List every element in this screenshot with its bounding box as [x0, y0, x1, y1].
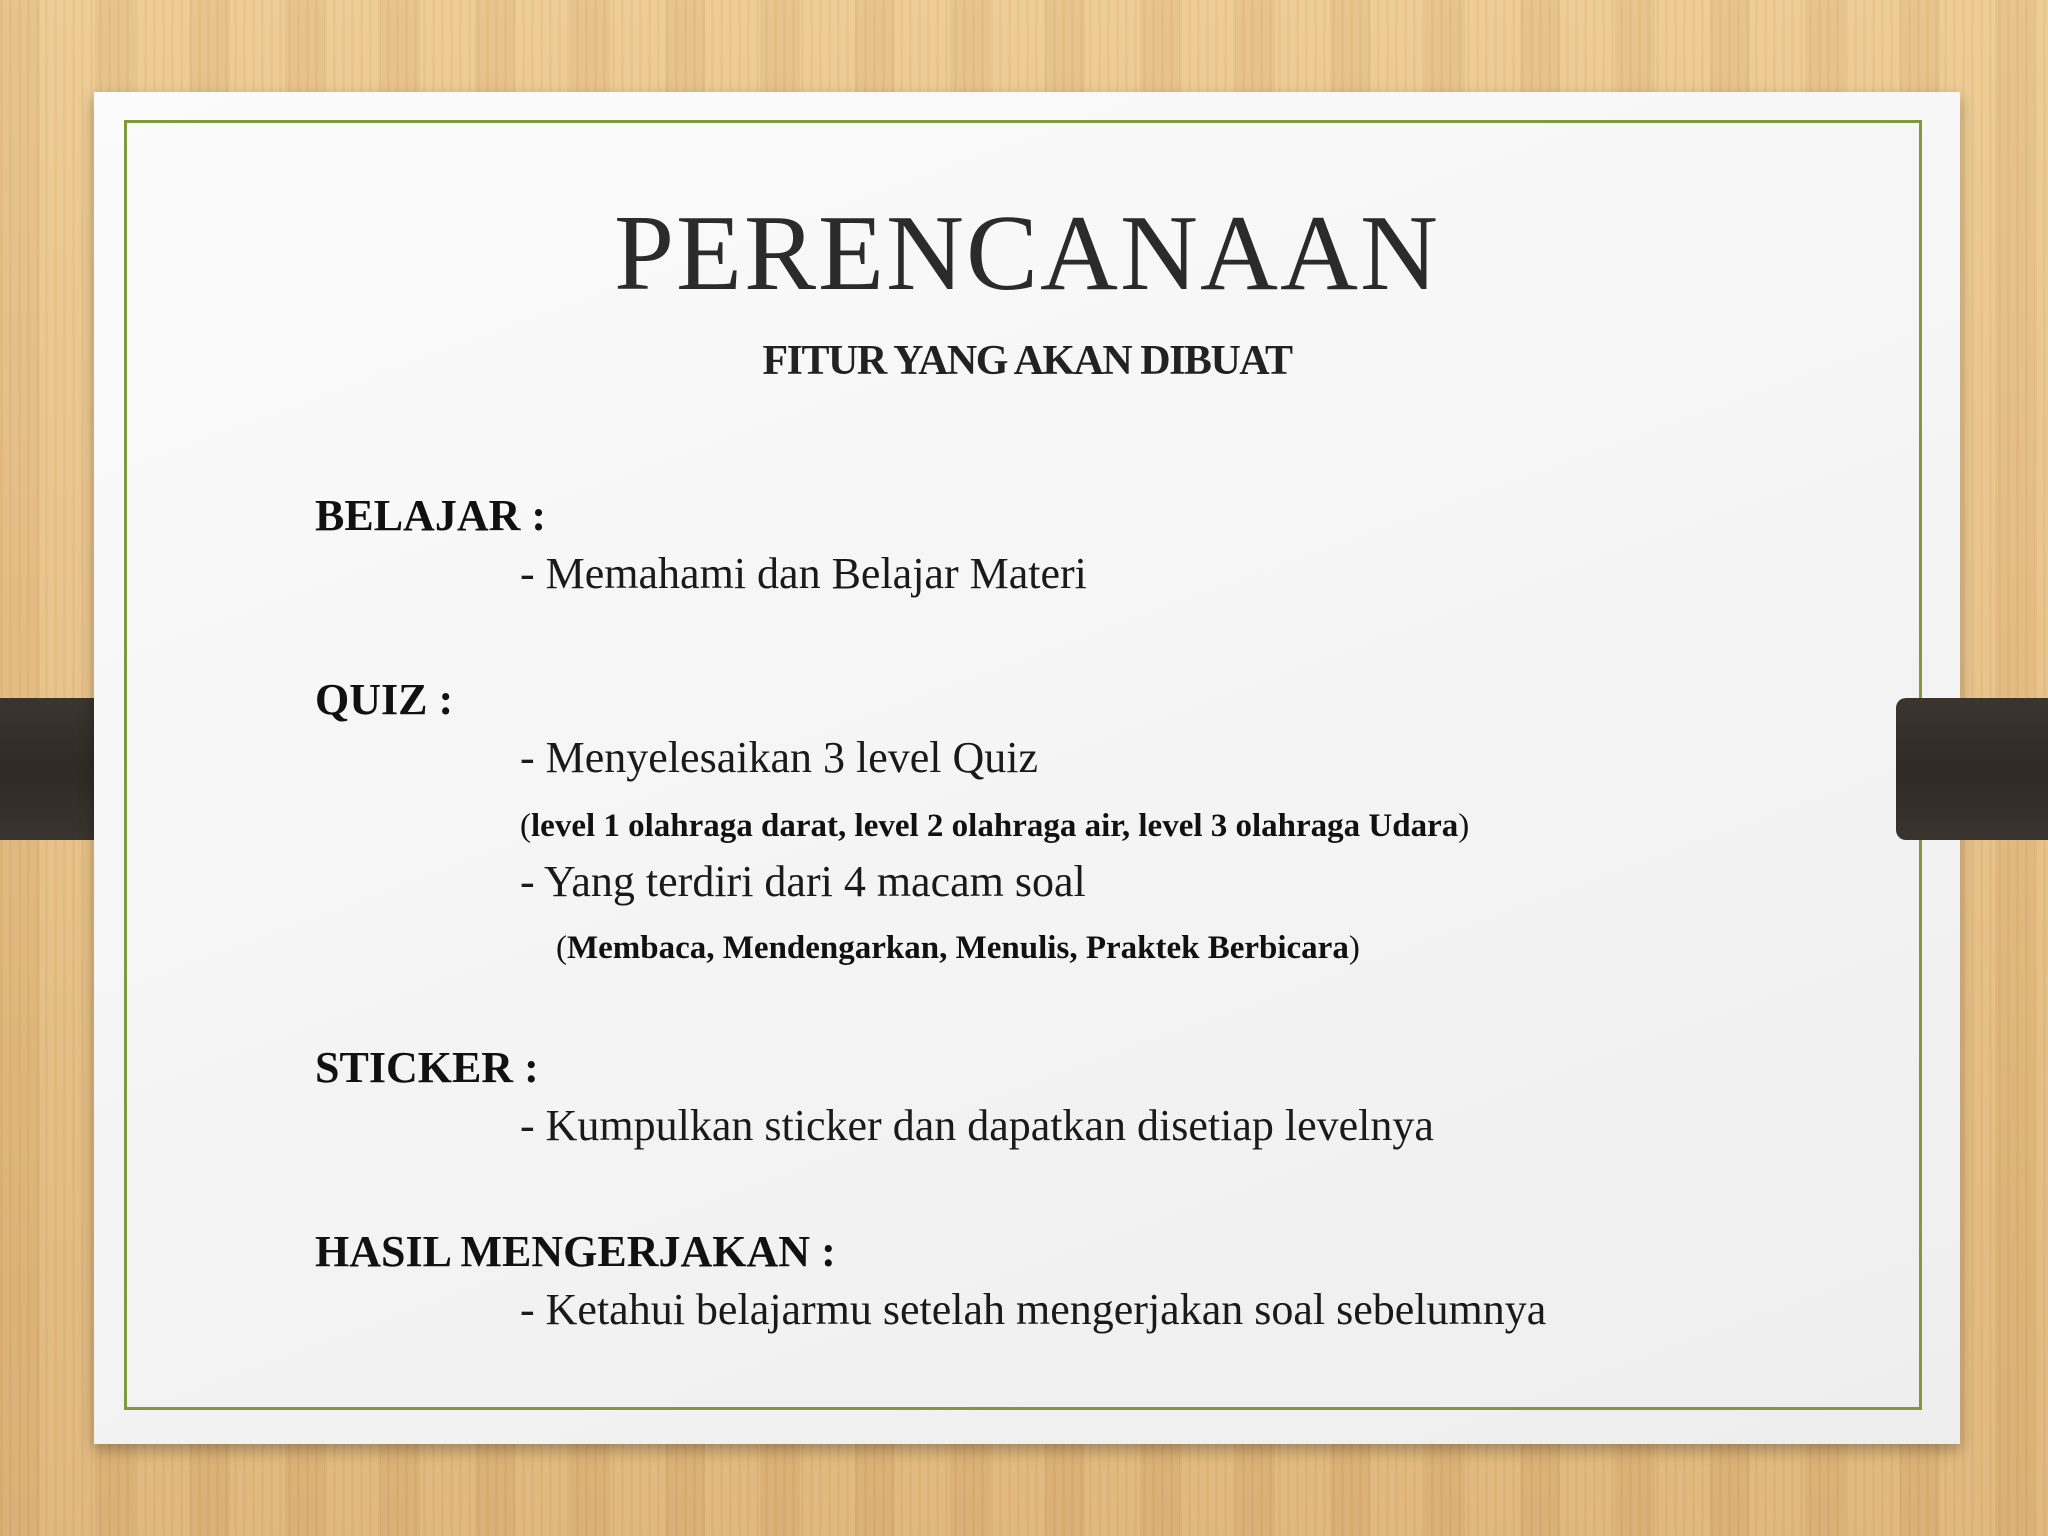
section-note-quiz-types: (Membaca, Mendengarkan, Menulis, Praktek Berbicara): [556, 930, 1360, 966]
section-heading-quiz: QUIZ :: [315, 675, 454, 724]
slide-title: PERENCANAAN: [613, 194, 1441, 313]
section-heading-belajar: BELAJAR :: [315, 491, 547, 540]
section-item-quiz-1: - Menyelesaikan 3 level Quiz: [520, 733, 1039, 782]
section-item-belajar-1: - Memahami dan Belajar Materi: [520, 549, 1087, 598]
section-item-quiz-2: - Yang terdiri dari 4 macam soal: [520, 857, 1086, 906]
section-item-hasil-1: - Ketahui belajarmu setelah mengerjakan soal sebelumnya: [520, 1285, 1547, 1334]
binder-clip-right: [1896, 698, 2048, 840]
section-heading-hasil: HASIL MENGERJAKAN :: [315, 1227, 836, 1276]
quiz-types-text: Membaca, Mendengarkan, Menulis, Praktek Berbicara: [567, 930, 1349, 966]
section-item-sticker-1: - Kumpulkan sticker dan dapatkan disetiap levelnya: [520, 1101, 1434, 1150]
section-note-quiz-levels: (level 1 olahraga darat, level 2 olahraga air, level 3 olahraga Udara): [520, 808, 1470, 844]
section-heading-sticker: STICKER :: [315, 1043, 539, 1092]
slide-subtitle: FITUR YANG AKAN DIBUAT: [762, 338, 1292, 384]
slide-card: [94, 92, 1960, 1444]
quiz-levels-text: level 1 olahraga darat, level 2 olahraga air, level 3 olahraga Udara: [531, 808, 1459, 844]
